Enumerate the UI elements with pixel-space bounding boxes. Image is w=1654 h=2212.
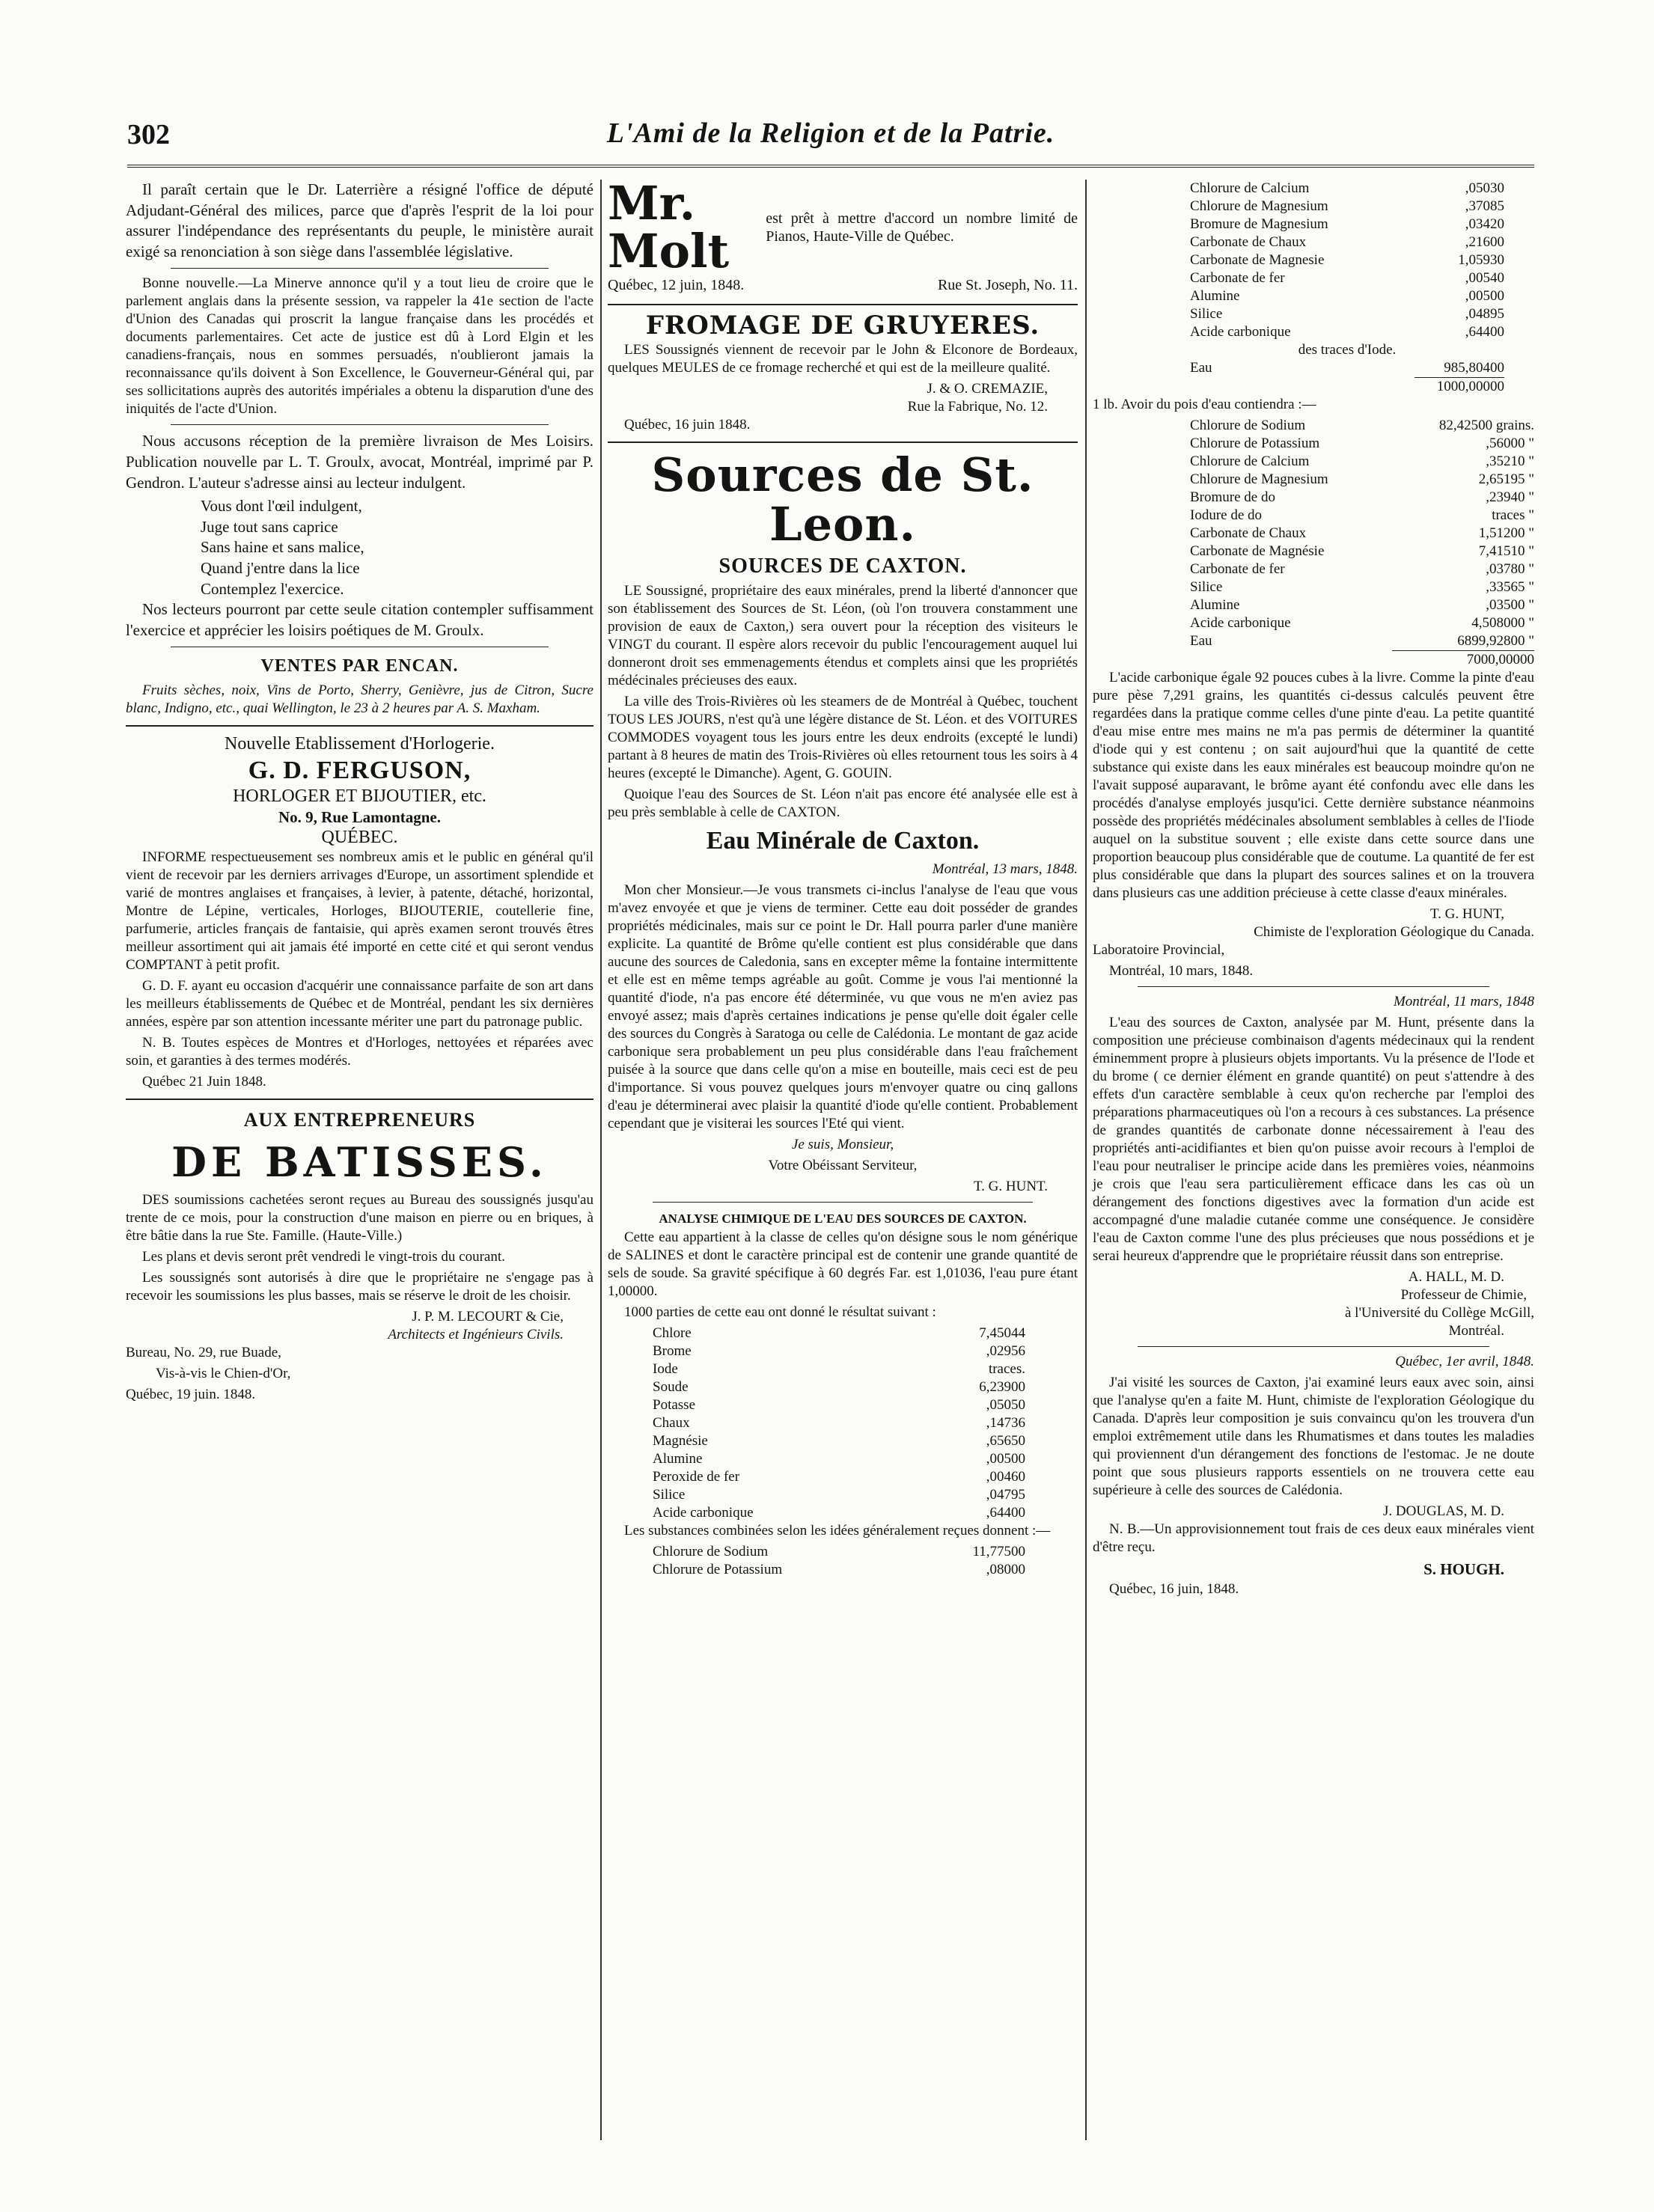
eau-close1: Je suis, Monsieur,: [791, 1136, 894, 1152]
hall-date: Montréal, 11 mars, 1848: [1393, 994, 1534, 1009]
hall-signature: A. HALL, M. D.: [1408, 1269, 1504, 1285]
entrepreneurs-signature: J. P. M. LECOURT & Cie,: [412, 1308, 564, 1325]
analyse-row: Magnésie ,65650: [653, 1433, 1025, 1449]
composition-row: Eau 6899,92800 ": [1190, 633, 1534, 649]
supply-note: N. B.—Un approvisionnement tout frais de ces deux eaux minérales vient d'être reçu.: [1093, 1521, 1534, 1555]
iode-note: des traces d'Iode.: [1298, 342, 1397, 358]
horlogerie-trade: HORLOGER ET BIJOUTIER, etc.: [233, 786, 486, 806]
composition-row: Acide carbonique 4,508000 ": [1190, 615, 1534, 631]
sources-caxton-subtitle: SOURCES DE CAXTON.: [718, 554, 967, 578]
molt-footer: [608, 275, 1078, 296]
poem-line: Contemplez l'exercice.: [201, 579, 344, 598]
douglas-signature: J. DOUGLAS, M. D.: [1382, 1503, 1504, 1519]
analyse-row: Silice ,04795: [653, 1487, 1025, 1503]
analyse-row: Alumine ,00500: [653, 1451, 1025, 1467]
analyse-title: ANALYSE CHIMIQUE DE L'EAU DES SOURCES DE CAXTON.: [659, 1211, 1027, 1226]
composition-row: Chlorure de Magnesium 2,65195 ": [1190, 471, 1534, 487]
analyse-p1: Cette eau appartient à la classe de celles qu'on désigne sous le nom générique de SALINES et dont le caractère principal est de contenir une grande quantité de sels de soude. Sa gravité spécifique à 60 degrés Far. est 1,01036, l'eau pure étant 1,00000.: [608, 1229, 1078, 1300]
analyse-table-2: [608, 1543, 1078, 1579]
composition-row: Acide carbonique ,64400: [1190, 324, 1504, 340]
composition-row: Iodure de do traces ": [1190, 507, 1534, 523]
molt-text: est prêt à mettre d'accord un nombre limité de Pianos, Haute-Ville de Québec.: [766, 210, 1078, 245]
composition-table-b: [1093, 417, 1534, 669]
composition-table-a: [1093, 180, 1534, 396]
hunt-title: Chimiste de l'exploration Géologique du Canada.: [1254, 924, 1534, 940]
divider: [608, 442, 1078, 443]
news-groulx-closing: Nos lecteurs pourront par cette seule citation contempler suffisamment l'exercice et apprécier les loisirs poétiques de M. Groulx.: [126, 600, 593, 639]
poem-line: Juge tout sans caprice: [201, 517, 338, 536]
laboratory: Laboratoire Provincial,: [1093, 942, 1225, 958]
analyse-table: [608, 1325, 1078, 1522]
hall-letter: L'eau des sources de Caxton, analysée par M. Hunt, présente dans la composition une précieuse combinaison d'agents médecinaux qui la rendent éminemment propre à plusieurs objets importants. Vu la présence de l'Iode et du brome ( ce dernier élément en grande quantité) on peut s'attendre à des effets d'un caractère semblable à ceux qu'on recherche par l'emploi des préparations pharmaceutiques où l'on a recours à ces substances. La présence de grandes quantités de carbonate donne nécessairement à l'eau des propriétés anti-acidifiantes et bien qu'on puisse avoir recours à l'emploi de l'eau pour neutraliser le principe acide dans les premières voies, néanmoins je crois que l'eau sera particulièrement efficace dans les cas où un dérangement des fonctions digestives avec la formation d'un acide est accompagné d'une maladie cutanée comme une conséquence. Je considère l'eau de Caxton comme l'une des plus précieuses que nous possédions et je serai heureux d'apprendre que le propriétaire réussit dans son entreprise.: [1093, 1015, 1534, 1264]
composition-row: Alumine ,00500: [1190, 288, 1504, 304]
fromage-address: Rue la Fabrique, No. 12.: [907, 398, 1048, 415]
sources-p3: Quoique l'eau des Sources de St. Léon n'ait pas encore été analysée elle est à peu près semblable à celle de CAXTON.: [608, 786, 1078, 820]
poem-line: Vous dont l'œil indulgent,: [201, 497, 362, 516]
entrepreneurs-address2: Vis-à-vis le Chien-d'Or,: [156, 1365, 291, 1381]
news-laterriere: Il paraît certain que le Dr. Laterrière a résigné l'office de député Adjudant-Général des milices, parce que d'après l'esprit de la loi pour assurer l'indépendance des représentants du peuple, le ministère aurait exigé sa renonciation à son siège dans l'assemblée législative.: [126, 180, 593, 260]
composition-row: Silice ,04895: [1190, 306, 1504, 322]
sources-p1: LE Soussigné, propriétaire des eaux minérales, prend la liberté d'annoncer que son établissement des Sources de St. Léon, (où l'on trouvera constamment une provision de eaux de Caxton,) sera ouvert pour la réception des visiteurs le VINGT du courant. Il espère alors recevoir du public l'encouragement auquel lui donneront droit ses emmenagements étendus et complets ainsi que les propriétés médécinales précieuses des eaux.: [608, 582, 1078, 688]
composition-row: Chlorure de Sodium 82,42500 grains.: [1190, 418, 1534, 433]
poem-line: Quand j'entre dans la lice: [201, 558, 360, 577]
molt-ad: [608, 176, 1078, 278]
divider: [126, 725, 593, 727]
analyse-row: Chlorure de Potassium ,08000: [653, 1562, 1025, 1578]
composition-row: Carbonate de Chaux ,21600: [1190, 234, 1504, 250]
hough-signature: S. HOUGH.: [1423, 1560, 1504, 1578]
total-a: 1000,00000: [1415, 377, 1504, 396]
composition-row: Carbonate de Magnésie 7,41510 ": [1190, 543, 1534, 559]
hall-university: à l'Université du Collège McGill,: [1344, 1305, 1534, 1321]
eau-letter: Mon cher Monsieur.—Je vous transmets ci-inclus l'analyse de l'eau que vous m'avez envoyée et que je viens de terminer. Cette eau doit posséder de grandes propriétés médicinales, mais sur ce point le Dr. Hall pourra parler d'une manière explicite. La quantité de Brôme qu'elle contient est plus considérable que dans aucune des sources de Caledonia, sans en excepter même la fontaine intermittente et elle est en même temps agréable au goût. Comme je vous l'ai mentionné la quantité d'iode, n'a pas encore été déterminée, vu que vous ne m'en aviez pas envoyé assez; mais d'après certaines indications je pense qu'elle doit égaler celle des sources du Congrès à Saratoga ou celle de Calédonia. Le montant de gaz acide carbonique sera probablement un peu plus considérable dans l'eau fraîchement puisée à la source que dans celle qu'on a mise en bouteille, mais ceci est de peu d'importance. Si vous pouvez quelques jours m'envoyer quatre ou cinq gallons d'eau je déterminerai avec plaisir la quantité d'iode qu'elle contient. Probablement cependant que je visiterai les sources l'Eté qui vient.: [608, 882, 1078, 1131]
horlogerie-date: Québec 21 Juin 1848.: [142, 1073, 266, 1090]
divider: [653, 1202, 1033, 1203]
analyse-row: Soude 6,23900: [653, 1379, 1025, 1396]
poem: [126, 496, 593, 599]
entrepreneurs-title: AUX ENTREPRENEURS: [243, 1108, 476, 1131]
entrepreneurs-p2: Les plans et devis seront prêt vendredi le vingt-trois du courant.: [142, 1248, 505, 1265]
analyse-row: Chlore 7,45044: [653, 1325, 1025, 1342]
column-2: [608, 176, 1078, 1579]
ventes-text: Fruits sèches, noix, Vins de Porto, Sherry, Genièvre, jus de Citron, Sucre blanc, Indigno, etc., quai Wellington, le 23 à 2 heures par A. S. Maxham.: [126, 682, 593, 717]
entrepreneurs-role: Architects et Ingénieurs Civils.: [388, 1326, 564, 1342]
divider: [171, 424, 549, 425]
sources-p2: La ville des Trois-Rivières où les steamers de de Montréal à Québec, touchent TOUS LES JOURS, n'est qu'à une légère distance de St. Léon. et des VOITURES COMMODES voyagent tous les jours entre les deux endroits (excepté le lundi) partant à 8 heures de matin des Trois-Rivières où elles retournent tous les soirs à 4 heures (excepté le Dimanche). Agent, G. GOUIN.: [608, 693, 1078, 781]
hunt-notes: L'acide carbonique égale 92 pouces cubes à la livre. Comme la pinte d'eau pure pèse 7,291 grains, les quantités ci-dessus calculés peuvent être regardées dans la pratique comme celles d'une pinte d'eau. La petite quantité d'eau mise entre mes mains ne m'a pas permis de déterminer la quantité d'iode qui y est contenu ; on sait aujourd'hui que la quantité de cette substance qui existe dans les eaux minérales est beaucoup moindre qu'on ne l'avait supposé auparavant, le brôme ayant été confondu avec elle dans les procédés d'analyse employés jusqu'ici. Cette dernière substance néanmoins possède des propriétés médécinales absolument semblables à celles de l'Iiode auquel on la substitue souvent ; elle existe dans cette source dans une proportion beaucoup plus considérable que de coutume. La quantité de fer est plus considérable que dans la plupart des sources salines et on la trouvera dans plusieurs cas une addition précieuse à cette classe d'eaux minérales.: [1093, 670, 1534, 901]
news-bonne-nouvelle: Bonne nouvelle.—La Minerve annonce qu'il y a tout lieu de croire que le parlement anglais dans la présente session, va rappeler la 41e section de l'acte d'Union des Canadas qui proscrit la langue française dans les procédés et documents parlementaires. Cet acte de justice est dû à Lord Elgin et les canadiens-français, nous en sommes persuadés, n'oublieront jamais la reconnaissance qu'ils doivent à Son Excellence, le Gouverneur-Général qui, par ses sollicitations auprès des autorités impériales a obtenu la disparution d'une des iniquités de l'acte d'Union.: [126, 275, 593, 418]
divider: [608, 304, 1078, 305]
composition-row: Bromure de Magnesium ,03420: [1190, 216, 1504, 232]
composition-row: Carbonate de Chaux 1,51200 ": [1190, 525, 1534, 541]
horlogerie-gdf: G. D. F. ayant eu occasion d'acquérir une connaissance parfaite de son art dans les meilleurs établissements de Québec et de Montréal, pendant les six dernières années, espère par son attention incessante mériter une part du patronage public.: [126, 977, 593, 1030]
douglas-letter: J'ai visité les sources de Caxton, j'ai examiné leurs eaux avec soin, ainsi que l'analyse qu'en a faite M. Hunt, chimiste de l'exploration Géologique du Canada. D'après leur composition je suis convaincu qu'on les trouvera d'un emploi extrêmement utile dans les Rhumatismes et dans toutes les maladies qui proviennent d'un dérangement des fonctions de l'estomac. Je ne doute point que sous plusieurs rapports essentiels on ne trouvera cette eau supérieure à celle des sources de Calédonia.: [1093, 1375, 1534, 1498]
sources-st-leon-title: Sources de St. Leon.: [651, 447, 1034, 552]
analyse-p2: 1000 parties de cette eau ont donné le résultat suivant :: [624, 1304, 936, 1321]
page-header: [127, 112, 1534, 168]
entrepreneurs-p1: DES soumissions cachetées seront reçues au Bureau des soussignés jusqu'au trente de ce mois, pour la construction d'une maison en pierre ou en briques, à être bâtie dans la rue Ste. Famille. (Haute-Ville.): [126, 1191, 593, 1244]
horlogerie-city: QUÉBEC.: [321, 828, 398, 848]
eau-signature: T. G. HUNT.: [973, 1178, 1048, 1194]
analyse-row: Chlorure de Sodium 11,77500: [653, 1544, 1025, 1560]
horlogerie-title: Nouvelle Etablissement d'Horlogerie.: [225, 734, 495, 754]
eau-close2: Votre Obéissant Serviteur,: [768, 1157, 918, 1173]
analyse-p3: Les substances combinées selon les idées généralement reçues donnent :—: [624, 1523, 1051, 1539]
analyse-row: Chaux ,14736: [653, 1415, 1025, 1432]
page-number: 302: [127, 119, 170, 150]
lb-intro: 1 lb. Avoir du pois d'eau contiendra :—: [1093, 397, 1316, 412]
horlogerie-nb: N. B. Toutes espèces de Montres et d'Horloges, nettoyées et réparées avec soin, et garanties à des termes modérés.: [126, 1034, 593, 1069]
analyse-row: Peroxide de fer ,00460: [653, 1469, 1025, 1485]
fromage-signature: J. & O. CREMAZIE,: [927, 380, 1048, 397]
horlogerie-name: G. D. FERGUSON,: [248, 756, 472, 784]
molt-date: Québec, 12 juin, 1848.: [608, 277, 745, 293]
poem-line: Sans haine et sans malice,: [201, 538, 364, 557]
composition-row: Bromure de do ,23940 ": [1190, 489, 1534, 505]
column-rule: [1085, 180, 1087, 2140]
douglas-date: Québec, 1er avril, 1848.: [1395, 1354, 1534, 1369]
analyse-row: Brome ,02956: [653, 1343, 1025, 1360]
running-title: L'Ami de la Religion et de la Patrie.: [606, 117, 1055, 149]
entrepreneurs-date: Québec, 19 juin. 1848.: [126, 1386, 256, 1402]
analyse-row: Acide carbonique ,64400: [653, 1505, 1025, 1521]
composition-row: Eau 985,80400: [1190, 360, 1504, 376]
column-1: [126, 180, 593, 1407]
composition-row: Chlorure de Potassium ,56000 ": [1190, 436, 1534, 451]
divider: [1138, 1346, 1489, 1347]
hall-title: Professeur de Chimie,: [1400, 1287, 1527, 1303]
hall-city: Montréal.: [1448, 1323, 1504, 1339]
analyse-row: Iode traces.: [653, 1361, 1025, 1378]
horlogerie-address: No. 9, Rue Lamontagne.: [278, 807, 441, 826]
total-b: 7000,00000: [1392, 650, 1534, 669]
composition-row: Alumine ,03500 ": [1190, 597, 1534, 613]
column-3: [1093, 180, 1534, 1601]
divider: [171, 268, 549, 269]
divider: [126, 1099, 593, 1100]
fromage-text: LES Soussignés viennent de recevoir par le John & Elconore de Bordeaux, quelques MEULES de ce fromage recherché et qui est de la meilleure qualité.: [608, 341, 1078, 376]
eau-date: Montréal, 13 mars, 1848.: [932, 861, 1078, 877]
laboratory-date: Montréal, 10 mars, 1848.: [1109, 963, 1254, 979]
molt-address: Rue St. Joseph, No. 11.: [937, 277, 1078, 293]
ventes-title: VENTES PAR ENCAN.: [260, 656, 459, 676]
news-mes-loisirs: Nous accusons réception de la première livraison de Mes Loisirs. Publication nouvelle par L. T. Groulx, avocat, Montréal, imprimé par P. Gendron. L'auteur s'adresse ainsi au lecteur indulgent.: [126, 432, 593, 492]
composition-row: Carbonate de fer ,00540: [1190, 270, 1504, 286]
column-rule: [600, 180, 602, 2140]
divider: [1138, 986, 1489, 987]
fromage-title: FROMAGE DE GRUYERES.: [645, 310, 1040, 340]
composition-row: Chlorure de Magnesium ,37085: [1190, 198, 1504, 214]
entrepreneurs-headline: DE BATISSES.: [171, 1137, 548, 1186]
composition-row: Chlorure de Calcium ,35210 ": [1190, 453, 1534, 469]
entrepreneurs-p3: Les soussignés sont autorisés à dire que le propriétaire ne s'engage pas à recevoir les soumissions les plus basses, mais se réserve le droit de les choisir.: [126, 1269, 593, 1304]
hunt-signature: T. G. HUNT,: [1429, 906, 1504, 922]
entrepreneurs-address: Bureau, No. 29, rue Buade,: [126, 1344, 281, 1360]
horlogerie-text: INFORME respectueusement ses nombreux amis et le public en général qu'il vient de recevoir par les derniers arrivages d'Europe, un assortiment splendide et varié de montres anglaises et françaises, à levier, à patente, détaché, horizontal, Montre de Lépine, verticales, Horloges, BIJOUTERIE, coutellerie fine, parfumerie, articles français de fantaisie, qui après examen seront trouvés êtres meilleur assortiment qui ait jamais été importé en cette cité et qui seront vendus COMPTANT à petit profit.: [126, 849, 593, 973]
composition-row: Silice ,33565 ": [1190, 579, 1534, 595]
analyse-row: Potasse ,05050: [653, 1397, 1025, 1414]
final-date: Québec, 16 juin, 1848.: [1109, 1580, 1239, 1597]
composition-row: Chlorure de Calcium ,05030: [1190, 180, 1504, 196]
composition-row: Carbonate de fer ,03780 ": [1190, 561, 1534, 577]
composition-row: Carbonate de Magnesie 1,05930: [1190, 252, 1504, 268]
molt-name: Mr. Molt: [608, 176, 730, 278]
fromage-date: Québec, 16 juin 1848.: [624, 416, 751, 433]
eau-minerale-title: Eau Minérale de Caxton.: [706, 826, 980, 855]
